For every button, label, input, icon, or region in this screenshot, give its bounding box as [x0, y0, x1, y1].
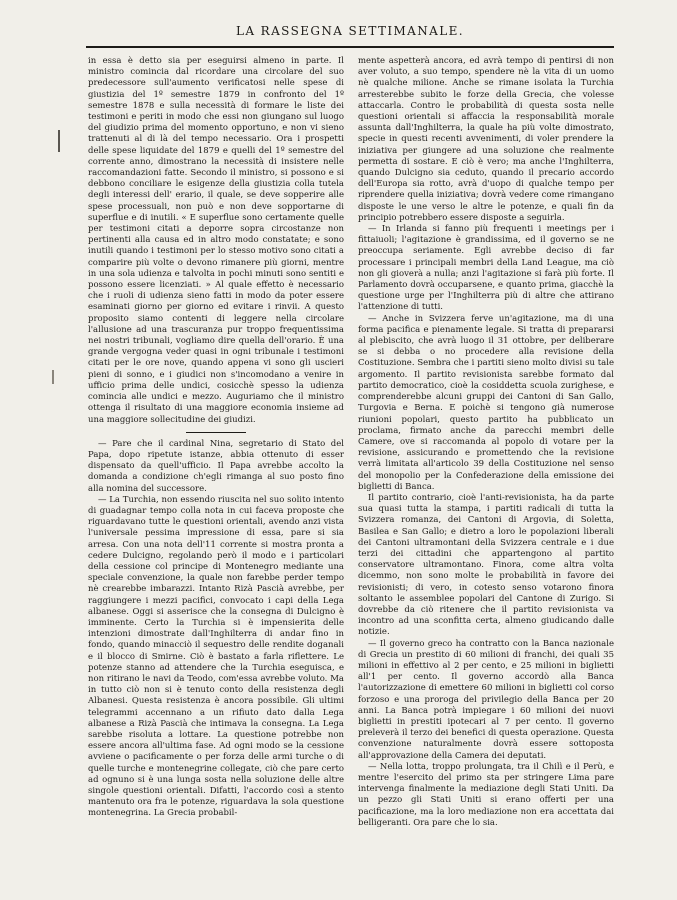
running-title: LA RASSEGNA SETTIMANALE.: [236, 24, 464, 38]
article-paragraph: — Nella lotta, troppo prolungata, tra il Chilì e il Perù, e mentre l'esercito del primo sta per stringere Lima pare intervenga finalmente la mediazione degli Stati Uniti. Da un pezzo gli Stati Uniti si erano offerti per una pacificazione, ma la loro mediazione non era accettata dai belligeranti. Ora pare che lo sia.: [358, 761, 614, 828]
right-column: [358, 56, 614, 829]
article-paragraph: mente aspetterà ancora, ed avrà tempo di pentirsi di non aver voluto, a suo tempo, spendere nè la vita di un uomo nè qualche milione. Anche se rimane isolata la Turchia arresterebbe subito le forze della Grecia, che volesse attaccarla. Contro le probabilità di questa sosta nelle questioni orientali si affaccia la responsabilità morale assunta dall'Inghilterra, la quale ha più volte dimostrato, specie in questi recenti avvenimenti, di voler prendere la iniziativa per giungere ad una soluzione che realmente permetta di sostare. E ciò è vero; ma anche l'Inghilterra, quando Dulcigno sia ceduto, quando il precario accordo dell'Europa sia rotto, avrà d'uopo di qualche tempo per riprendere quella iniziativa; dovrà vedere come rimangano disposte le une verso le altre le potenze, e quali fin da principio potrebbero essere disposte a seguirla.: [358, 56, 614, 223]
scan-artifact-mark: [52, 370, 54, 384]
left-column: [88, 56, 344, 820]
article-paragraph: — In Irlanda si fanno più frequenti i meetings per i fittaiuoli; l'agitazione è grandissima, ed il governo se ne preoccupa seriamente. Egli avrebbe deciso di far processare i principali membri della Land League, ma ciò non gli gioverà a nulla; anzi l'agitazione si farà più forte. Il Parlamento dovrà occuparsene, e quanto prima, giacchè la questione urge per l'Inghilterra più di altre che attirano l'attenzione di tutti.: [358, 224, 614, 313]
article-paragraph: Il partito contrario, cioè l'anti-revisionista, ha da parte sua quasi tutta la stampa, i partiti radicali di tutta la Svizzera romanza, dei Cantoni di Argovia, di Soletta, Basilea e San Gallo; e dietro a loro le popolazioni liberali dei Cantoni ultramontani della Svizzera centrale e i due terzi dei cittadini che appartengono al partito conservatore ultramontano. Finora, come altra volta dicemmo, non sono molte le probabilità in favore dei revisionisti; di vero, in cotesto senso votarono finora soltanto le assemblee popolari del Cantone di Zurigo. Si dovrebbe da ciò ritenere che il partito revisionista va incontro ad una sconfitta certa, almeno giudicando dalle notizie.: [358, 492, 614, 638]
article-paragraph: — Pare che il cardinal Nina, segretario di Stato del Papa, dopo ripetute istanze, abbia ottenuto di esser dispensato da quell'ufficio. Il Papa avrebbe accolto la domanda a condizione ch'egli rimanga al suo posto fino alla nomina del successore.: [88, 438, 344, 494]
section-divider: [186, 432, 246, 433]
article-paragraph: in essa è detto sia per eseguirsi almeno in parte. Il ministro comincia dal ricordare una circolare del suo predecessore sull'aumento verificatosi nelle spese di giustizia del 1º semestre 1879 in confronto del 1º semestre 1878 e sulla necessità di formare le liste dei testimoni e periti in modo che essi non giungano sul luogo del giudizio prima del momento opportuno, e non vi sieno trattenuti al di là del tempo necessario. Ora i prospetti delle spese liquidate del 1879 e quelli del 1º semestre del corrente anno, dimostrano la necessità di insistere nelle raccomandazioni fatte. Secondo il ministro, si possono e si debbono conciliare le esigenze della giustizia colla tutela degli interessi dell' erario, il quale, se deve sopperire alle spese processuali, non può e non deve sopportarne di superflue e di inutili. « E superflue sono certamente quelle per testimoni citati a deporre sopra circostanze non pertinenti alla causa ed in altro modo constatate; e sono inutili quando i testimoni per lo stesso motivo sono citati a comparire più volte o devono rimanere più giorni, mentre in una sola udienza e talvolta in pochi minuti sono sentiti e possono essere licenziati. » Al quale effetto è necessario che i ruoli di udienza sieno fatti in modo da poter essere esaminati giorno per giorno ed evitare i rinvii. A questo proposito siamo contenti di leggere nella circolare l'allusione ad una trascuranza pur troppo frequentissima nei nostri tribunali, vogliamo dire quella dell'orario. È una grande vergogna veder quasi in ogni tribunale i testimoni citati per le ore nove, quando appena vi sono gli uscieri pieni di sonno, e i giudici non s'incomodano a venire in ufficio prima delle undici, cosicchè spesso la udienza comincia alle undici e mezzo. Auguriamo che il ministro ottenga il risultato di una maggiore economia insieme ad una maggiore sollecitudine dei giudizi.: [88, 56, 344, 425]
page-header: [86, 22, 614, 48]
article-paragraph: — Anche in Svizzera ferve un'agitazione, ma di una forma pacifica e pienamente legale. Si tratta di prepararsi al plebiscito, che avrà luogo il 31 ottobre, per deliberare se si debba o no procedere alla revisione della Costituzione. Sembra che i partiti sieno molto divisi su tale argomento. Il partito revisionista sarebbe formato dal partito democratico, cioè la cosiddetta scuola zurighese, e comprenderebbe alcuni gruppi dei Cantoni di San Gallo, Turgovia e Berna. E poichè si tengono già numerose riunioni popolari, questo partito ha pubblicato un proclama, firmato anche da parecchi membri delle Camere, ove si raccomanda al popolo di votare per la revisione, assicurando e promettendo che la revisione verrà limitata all'articolo 39 della Costituzione nel senso del monopolio per la Confederazione della emissione dei biglietti di Banca.: [358, 313, 614, 492]
scan-artifact-mark: [58, 130, 60, 152]
article-paragraph: — Il governo greco ha contratto con la Banca nazionale di Grecia un prestito di 60 milioni di franchi, dei quali 35 milioni in effettivo al 2 per cento, e 25 milioni in biglietti all'1 per cento. Il governo accordò alla Banca l'autorizzazione di emettere 60 milioni in biglietti col corso forzoso e una proroga del privilegio della Banca per 20 anni. La Banca potrà impiegare i 60 milioni dei nuovi biglietti in prestiti ipotecari al 7 per cento. Il governo preleverà il terzo dei benefici di questa operazione. Questa convenzione naturalmente dovrà essere sottoposta all'approvazione della Camera dei deputati.: [358, 638, 614, 761]
article-paragraph: — La Turchia, non essendo riuscita nel suo solito intento di guadagnar tempo colla nota in cui faceva proposte che riguardavano tutte le questioni orientali, avendo anzi vista l'universale pessima impressione di essa, pare si sia arresa. Con una nota dell'11 corrente si mostra pronta a cedere Dulcigno, regolando però il modo e i particolari della cessione col principe di Montenegro mediante una speciale convenzione, la quale non farebbe perder tempo nè crearebbe imbarazzi. Intanto Rizà Pascià avrebbe, per raggiungere i mezzi pacifici, convocato i capi della Lega albanese. Oggi si asserisce che la consegna di Dulcigno è imminente. Certo la Turchia si è impensierita delle intenzioni dimostrate dall'Inghilterra di andar fino in fondo, quando minacciò il sequestro delle rendite doganali e il blocco di Smirne. Ciò è bastato a farla riflettere. Le potenze stanno ad attendere che la Turchia eseguisca, e non ritirano le navi da Teodo, com'essa avrebbe voluto. Ma in tutto ciò non si è tenuto conto della resistenza degli Albanesi. Questa resistenza è ancora possibile. Gli ultimi telegrammi accennano a un rifiuto dato dalla Lega albanese a Rizà Pascià che intimava la consegna. La Lega sarebbe risoluta a lottare. La questione potrebbe non essere ancora all'ultima fase. Ad ogni modo se la cessione avviene o pacificamente o per forza delle armi turche o di quelle turche e montenegrine collegate, ciò che pare certo ad ognuno si è una lunga sosta nella soluzione delle altre singole questioni orientali. Difatti, l'accordo così a stento mantenuto ora fra le potenze, riguardava la sola questione montenegrina. La Grecia probabil-: [88, 494, 344, 819]
